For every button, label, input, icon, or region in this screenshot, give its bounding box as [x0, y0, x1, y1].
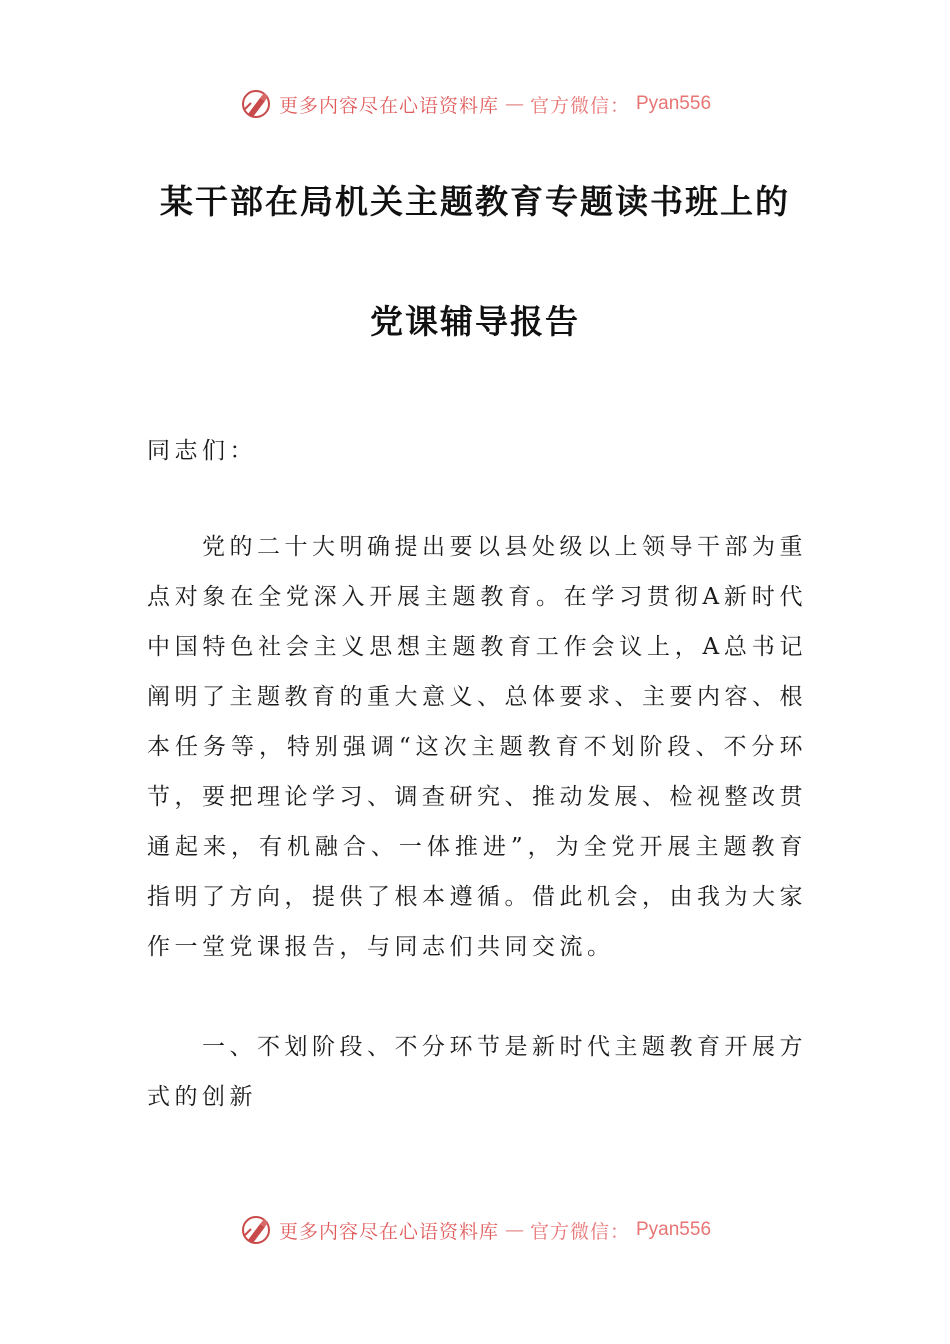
salutation: 同志们： — [147, 438, 257, 464]
watermark-label: 官方微信： — [529, 94, 630, 117]
watermark-wechat-id: Pyan556 — [636, 93, 712, 114]
watermark-separator: — — [504, 93, 524, 115]
paragraph-intro: 党的二十大明确提出要以县处级以上领导干部为重点对象在全党深入开展主题教育。在学习贯彻A新时代中国特色社会主义思想主题教育工作会议上，A总书记阐明了主题教育的重大意义、总体要求、主要内容、根本任务等，特别强调“这次主题教育不划阶段、不分环节，要把理论学习、调查研究、推动发展、检视整改贯通起来，有机融合、一体推进”，为全党开展主题教育指明了方向，提供了根本遵循。借此机会，由我为大家作一堂党课报告，与同志们共同交流。 — [147, 534, 807, 960]
watermark-separator: — — [504, 1219, 524, 1241]
document-title-line2: 党课辅导报告 — [370, 302, 580, 341]
document-title-line1: 某干部在局机关主题教育专题读书班上的 — [160, 182, 790, 221]
watermark-label: 官方微信： — [529, 1220, 630, 1243]
footer-watermark — [0, 1210, 950, 1250]
watermark-brand: 更多内容尽在心语资料库 — [278, 1220, 499, 1243]
section-heading-1: 一、不划阶段、不分环节是新时代主题教育开展方式的创新 — [147, 1034, 807, 1110]
header-watermark — [0, 84, 950, 124]
watermark-wechat-id: Pyan556 — [636, 1219, 712, 1240]
pen-nib-circle-icon — [239, 87, 273, 121]
pen-nib-circle-icon — [239, 1213, 273, 1247]
watermark-brand: 更多内容尽在心语资料库 — [278, 94, 499, 117]
